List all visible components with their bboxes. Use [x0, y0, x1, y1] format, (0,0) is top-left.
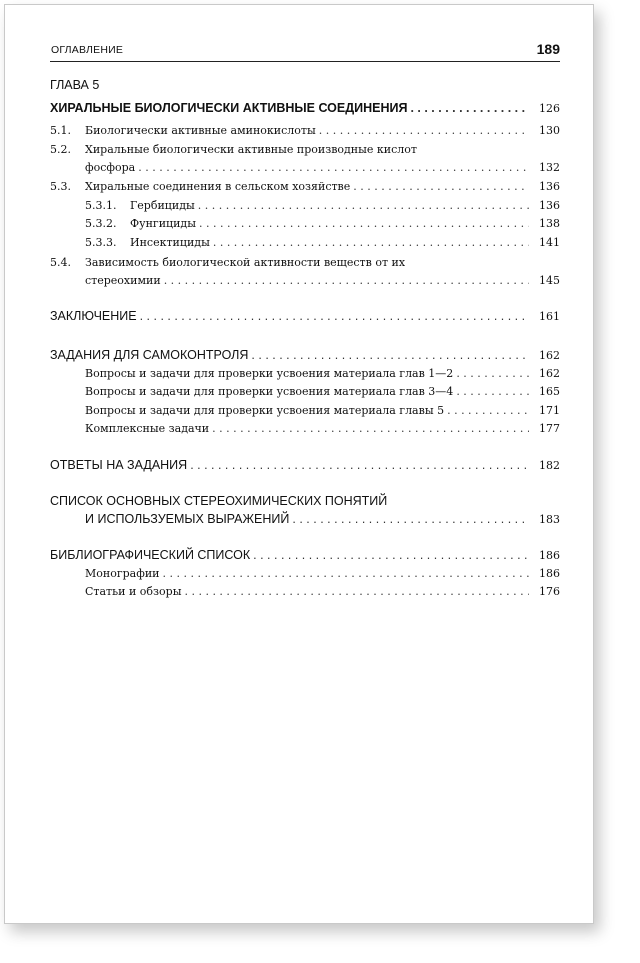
- subsection-number: 5.3.1.: [85, 199, 117, 212]
- toc-entry: [85, 567, 560, 580]
- dot-leader: [410, 101, 529, 115]
- toc-page: 162: [539, 367, 560, 380]
- subsection-number: 5.3.2.: [85, 217, 117, 230]
- subsection-title: Фунгициды: [130, 217, 196, 230]
- toc-entry-chapter5: [50, 101, 560, 115]
- running-title: ОГЛАВЛЕНИЕ: [51, 44, 124, 56]
- toc-page: 136: [539, 199, 560, 212]
- toc-entry-line: [50, 256, 405, 269]
- section-title: БИБЛИОГРАФИЧЕСКИЙ СПИСОК: [50, 548, 251, 562]
- subsection-title: Гербициды: [130, 199, 195, 212]
- toc-page: 136: [539, 180, 560, 193]
- section-title: ОТВЕТЫ НА ЗАДАНИЯ: [50, 458, 188, 472]
- book-page: [4, 4, 594, 924]
- toc-entry: [50, 180, 560, 193]
- subsection-title: Комплексные задачи: [85, 422, 210, 435]
- toc-page: 186: [539, 567, 560, 580]
- subsection-title: Вопросы и задачи для проверки усвоения материала глав 1—2: [85, 367, 454, 380]
- dot-leader: [292, 512, 529, 526]
- dot-leader: [251, 348, 529, 362]
- dot-leader: [447, 404, 529, 417]
- toc-entry: [85, 161, 560, 174]
- toc-entry: [85, 404, 560, 417]
- toc-page: 165: [539, 385, 560, 398]
- toc-page: 126: [539, 102, 560, 115]
- toc-entry-answers: [50, 458, 560, 472]
- section-number: 5.2.: [50, 143, 71, 156]
- toc-entry: [85, 585, 560, 598]
- page-header: [50, 41, 560, 62]
- dot-leader: [190, 458, 529, 472]
- toc-page: 177: [539, 422, 560, 435]
- dot-leader: [199, 217, 529, 230]
- toc-page: 145: [539, 274, 560, 287]
- toc-page: 176: [539, 585, 560, 598]
- toc-entry: [85, 422, 560, 435]
- dot-leader: [253, 548, 529, 562]
- section-number: 5.3.: [50, 180, 71, 193]
- toc-page: 171: [539, 404, 560, 417]
- toc-entry-tasks: [50, 348, 560, 362]
- section-title-line1: Хиральные биологически активные производные кислот: [85, 143, 417, 156]
- chapter-title: ХИРАЛЬНЫЕ БИОЛОГИЧЕСКИ АКТИВНЫЕ СОЕДИНЕНИЯ: [50, 101, 408, 115]
- dot-leader: [140, 309, 529, 323]
- glossary-title-line1: СПИСОК ОСНОВНЫХ СТЕРЕОХИМИЧЕСКИХ ПОНЯТИЙ: [50, 494, 388, 508]
- toc-page: 138: [539, 217, 560, 230]
- dot-leader: [138, 161, 529, 174]
- subsection-title: Вопросы и задачи для проверки усвоения материала глав 3—4: [85, 385, 454, 398]
- section-title-line2: стереохимии: [85, 274, 161, 287]
- section-title: ЗАКЛЮЧЕНИЕ: [50, 309, 137, 323]
- section-title-line2: фосфора: [85, 161, 136, 174]
- toc-entry-conclusion: [50, 309, 560, 323]
- toc-entry: [85, 217, 560, 230]
- dot-leader: [198, 199, 529, 212]
- toc-entry: [85, 367, 560, 380]
- toc-page: 130: [539, 124, 560, 137]
- dot-leader: [353, 180, 529, 193]
- section-title: Хиральные соединения в сельском хозяйстве: [85, 180, 351, 193]
- toc-entry: [85, 199, 560, 212]
- toc-page: 183: [539, 513, 560, 526]
- toc-page: 186: [539, 549, 560, 562]
- toc-page: 162: [539, 349, 560, 362]
- dot-leader: [213, 236, 529, 249]
- toc-entry: [85, 236, 560, 249]
- toc-page: 161: [539, 310, 560, 323]
- page-number: 189: [536, 41, 560, 57]
- toc-entry: [50, 124, 560, 137]
- subsection-number: 5.3.3.: [85, 236, 117, 249]
- section-title-line1: Зависимость биологической активности веществ от их: [85, 256, 406, 269]
- toc-entry-line: [50, 143, 417, 156]
- section-number: 5.4.: [50, 256, 71, 269]
- toc-page: 182: [539, 459, 560, 472]
- section-title: ЗАДАНИЯ ДЛЯ САМОКОНТРОЛЯ: [50, 348, 249, 362]
- subsection-title: Статьи и обзоры: [85, 585, 182, 598]
- toc-page: 132: [539, 161, 560, 174]
- chapter-label: ГЛАВА 5: [50, 78, 100, 92]
- dot-leader: [184, 585, 529, 598]
- dot-leader: [456, 367, 529, 380]
- subsection-title: Монографии: [85, 567, 160, 580]
- section-title: Биологически активные аминокислоты: [85, 124, 316, 137]
- toc-entry-bibliography: [50, 548, 560, 562]
- toc-entry-glossary: [85, 512, 560, 526]
- toc-entry: [85, 274, 560, 287]
- dot-leader: [319, 124, 529, 137]
- dot-leader: [456, 385, 529, 398]
- section-number: 5.1.: [50, 124, 71, 137]
- section-title-line2: И ИСПОЛЬЗУЕМЫХ ВЫРАЖЕНИЙ: [85, 512, 290, 526]
- toc-page: 141: [539, 236, 560, 249]
- dot-leader: [162, 567, 529, 580]
- subsection-title: Вопросы и задачи для проверки усвоения материала главы 5: [85, 404, 445, 417]
- subsection-title: Инсектициды: [130, 236, 210, 249]
- toc-entry: [85, 385, 560, 398]
- dot-leader: [164, 274, 529, 287]
- dot-leader: [212, 422, 529, 435]
